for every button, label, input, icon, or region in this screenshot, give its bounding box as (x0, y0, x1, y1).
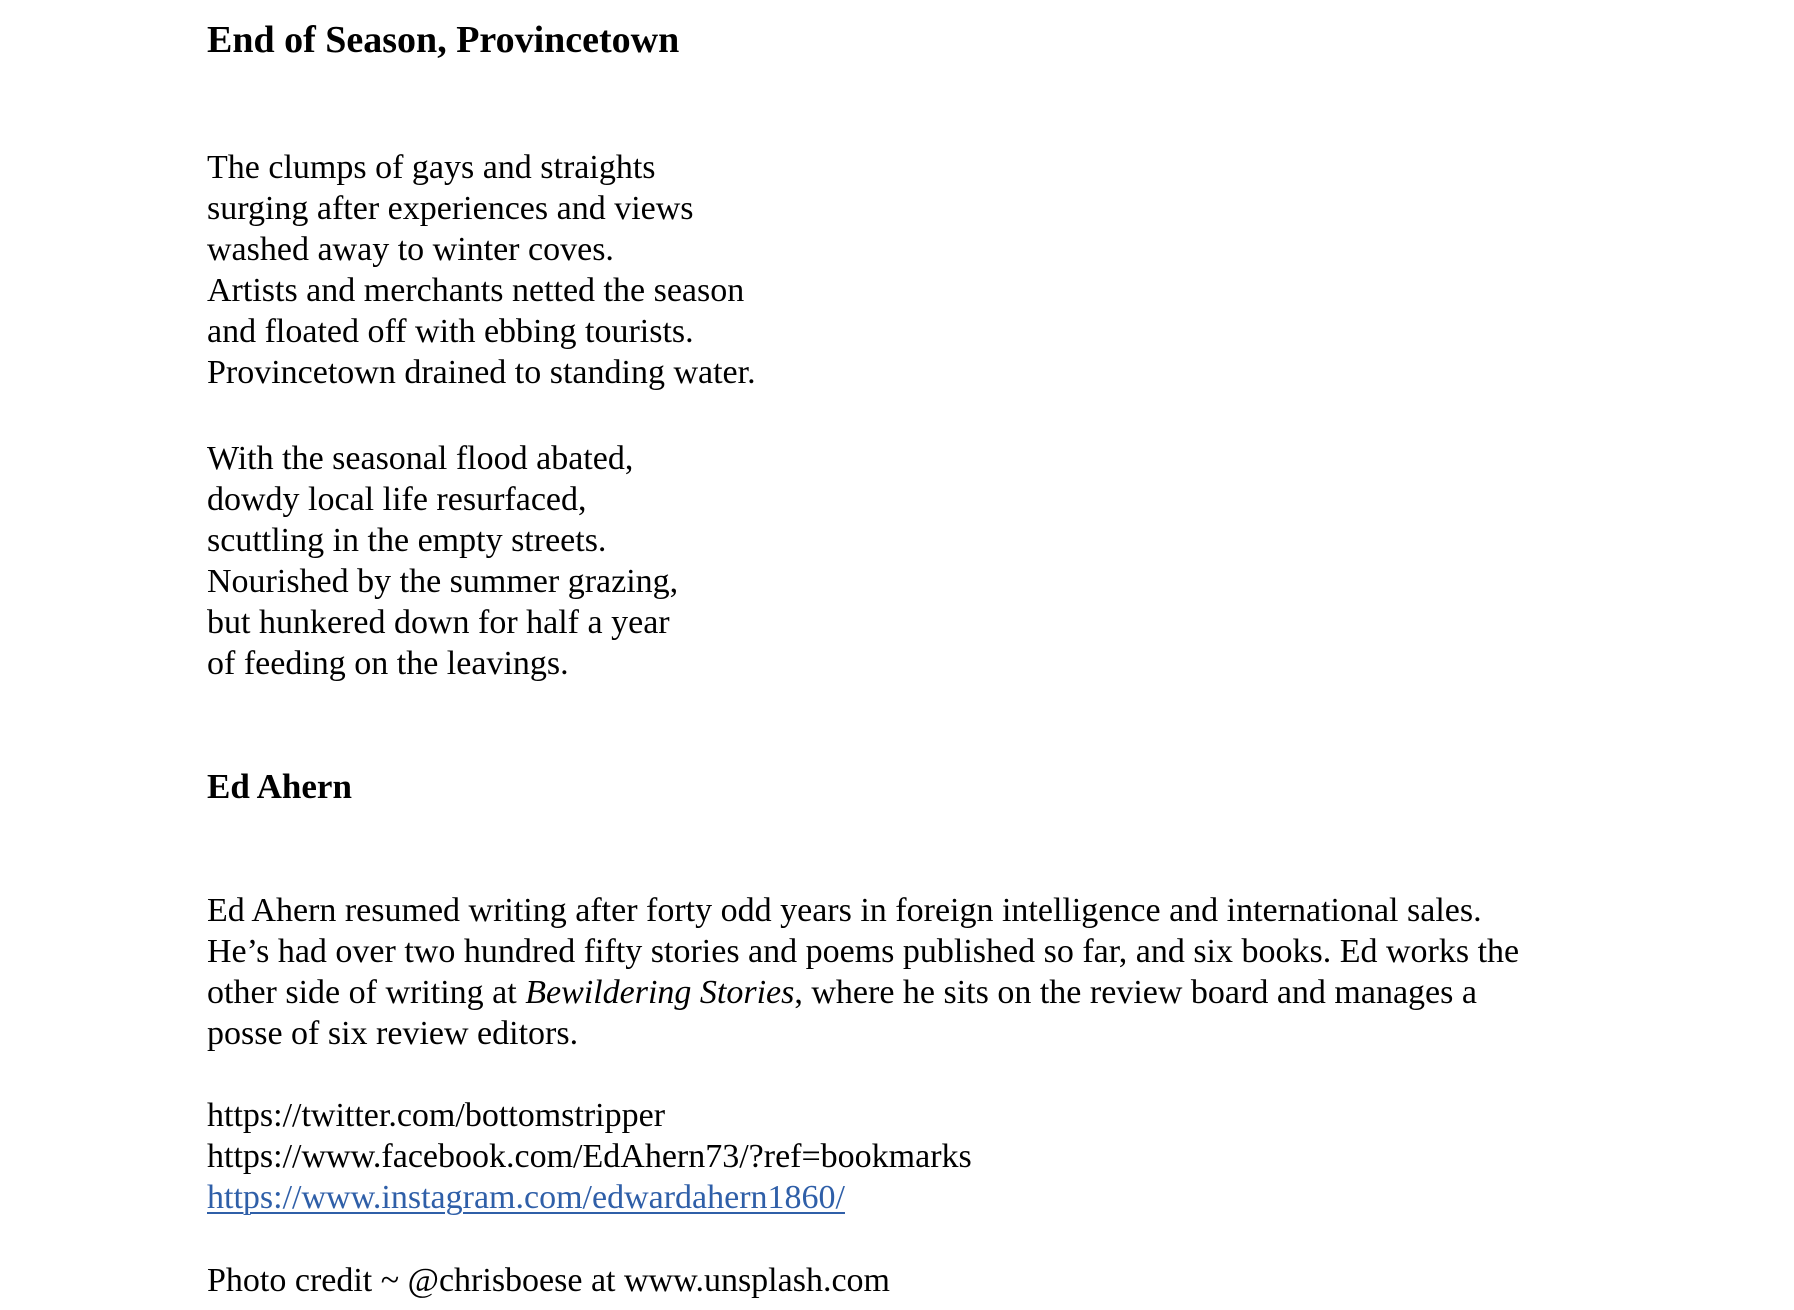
poem-line: washed away to winter coves. (207, 231, 614, 268)
poem-line: Provincetown drained to standing water. (207, 354, 756, 391)
poem-line: surging after experiences and views (207, 190, 694, 227)
bio-line: He’s had over two hundred fifty stories and poems published so far, and six books. Ed works the (207, 933, 1520, 970)
poem-line: The clumps of gays and straights (207, 149, 656, 186)
poem-line: Nourished by the summer grazing, (207, 563, 679, 600)
bio-line: posse of six review editors. (207, 1015, 579, 1052)
author-links (207, 1095, 972, 1218)
author-bio (207, 890, 1687, 1054)
bio-line (207, 972, 1687, 1013)
bio-text: , where he sits on the review board and manages a (794, 974, 1477, 1011)
bio-line: Ed Ahern resumed writing after forty odd years in foreign intelligence and international sales. (207, 892, 1482, 929)
poem-line: dowdy local life resurfaced, (207, 481, 587, 518)
facebook-link-text: https://www.facebook.com/EdAhern73/?ref=bookmarks (207, 1138, 972, 1175)
poem-line: of feeding on the leavings. (207, 645, 569, 682)
poem-stanza-1 (207, 147, 756, 393)
poem-line: scuttling in the empty streets. (207, 522, 607, 559)
poem-line: but hunkered down for half a year (207, 604, 670, 641)
bio-text: other side of writing at (207, 974, 526, 1011)
instagram-link[interactable]: https://www.instagram.com/edwardahern1860/ (207, 1179, 845, 1216)
poem-line: and floated off with ebbing tourists. (207, 313, 694, 350)
publication-title: Bewildering Stories (525, 974, 795, 1011)
twitter-link-text: https://twitter.com/bottomstripper (207, 1097, 666, 1134)
poem-line: Artists and merchants netted the season (207, 272, 745, 309)
poem-title: End of Season, Provincetown (207, 19, 680, 61)
photo-credit: Photo credit ~ @chrisboese at www.unsplash.com (207, 1262, 890, 1299)
poem-stanza-2 (207, 438, 678, 684)
author-name: Ed Ahern (207, 767, 352, 806)
poem-line: With the seasonal flood abated, (207, 440, 634, 477)
